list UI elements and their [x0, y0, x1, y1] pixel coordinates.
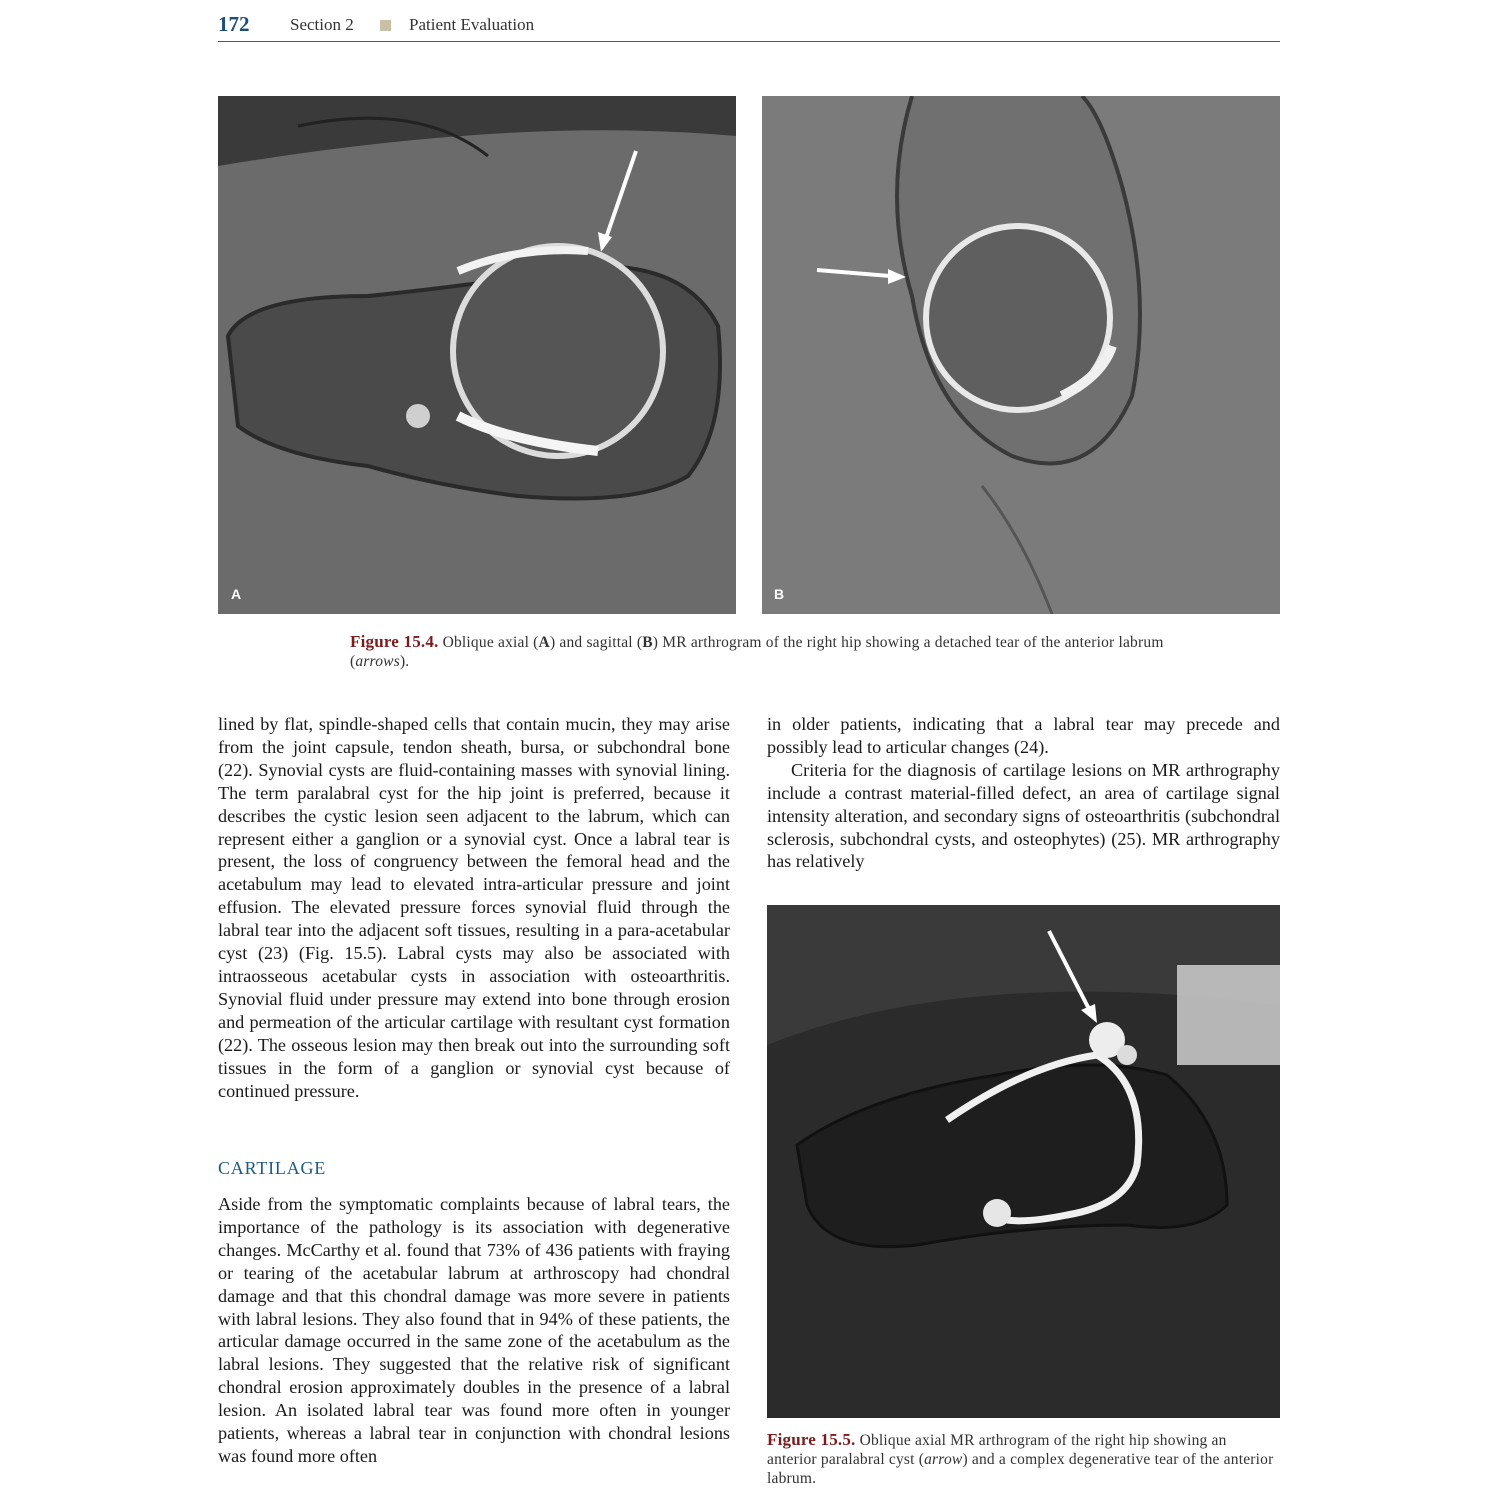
header-square-icon [380, 20, 391, 31]
section-heading-cartilage: CARTILAGE [218, 1158, 327, 1178]
page-number: 172 [218, 12, 250, 36]
figure-15-5-number: Figure 15.5. [767, 1430, 856, 1449]
body-paragraph: lined by flat, spindle-shaped cells that contain mucin, they may arise from the joint capsule, tendon sheath, bursa, or subchondral bone (22). Synovial cysts are fluid-containing masses with synovial lining. The term paralabral cyst for the hip joint is preferred, because it describes the cystic lesion seen adjacent to the labrum, which can represent either a ganglion or a synovial cyst. Once a labral tear is present, the loss of congruency between the femoral head and the acetabulum may lead to elevated intra-articular pressure and joint effusion. The elevated pressure forces synovial fluid through the labral tear into the adjacent soft tissues, resulting in a para-acetabular cyst (23) (Fig. 15.5). Labral cysts may also be associated with intraosseous acetabular cysts in association with osteoarthritis. Synovial fluid under pressure may extend into bone through erosion and permeation of the articular cartilage with resultant cyst formation (22). The osseous lesion may then break out into the surrounding soft tissues in the form of a ganglion or synovial cyst because of continued pressure. [218, 714, 730, 1101]
mri-axial-cyst-image [767, 905, 1280, 1418]
figure-15-4-caption: Figure 15.4. Oblique axial (A) and sagittal (B) MR arthrogram of the right hip showing a detached tear of the anterior labrum (arrows). [350, 632, 1164, 670]
figure-15-5-image [767, 905, 1280, 1418]
panel-a-label: A [231, 586, 242, 602]
right-column-top [767, 713, 1280, 873]
mri-axial-image [218, 96, 736, 614]
figure-15-4-panel-b [762, 96, 1280, 614]
body-paragraph: in older patients, indicating that a labral tear may precede and possibly lead to articular changes (24). [767, 714, 1280, 757]
figure-15-4-panel-a [218, 96, 736, 614]
figure-15-5-caption: Figure 15.5. Oblique axial MR arthrogram of the right hip showing an anterior paralabral cyst (arrow) and a complex degenerative tear of the anterior labrum. [767, 1430, 1274, 1487]
figure-15-4-number: Figure 15.4. [350, 632, 439, 651]
running-header [218, 10, 1280, 42]
chapter-label: Patient Evaluation [409, 15, 535, 34]
section-label: Section 2 [290, 15, 354, 34]
panel-b-label: B [774, 586, 785, 602]
mri-sagittal-image [762, 96, 1280, 614]
body-paragraph: Criteria for the diagnosis of cartilage lesions on MR arthrography include a contrast material-filled defect, an area of cartilage signal intensity alteration, and secondary signs of osteoarthritis (subchondral sclerosis, subchondral cysts, and osteophytes) (25). MR arthrography has relatively [767, 759, 1280, 872]
left-column-bottom [218, 1193, 730, 1468]
body-paragraph: Aside from the symptomatic complaints because of labral tears, the importance of the pathology is its association with degenerative changes. McCarthy et al. found that 73% of 436 patients with fraying or tearing of the acetabular labrum at arthroscopy had chondral damage and that this chondral damage was more severe in patients with labral lesions. They also found that in 94% of these patients, the articular damage occurred in the same zone of the acetabulum as the labral lesions. They suggested that the relative risk of significant chondral erosion approximately doubles in the presence of a labral lesion. An isolated labral tear was found more often in younger patients, whereas a labral tear in conjunction with chondral lesions was found more often [218, 1194, 730, 1466]
left-column-top [218, 713, 730, 1102]
